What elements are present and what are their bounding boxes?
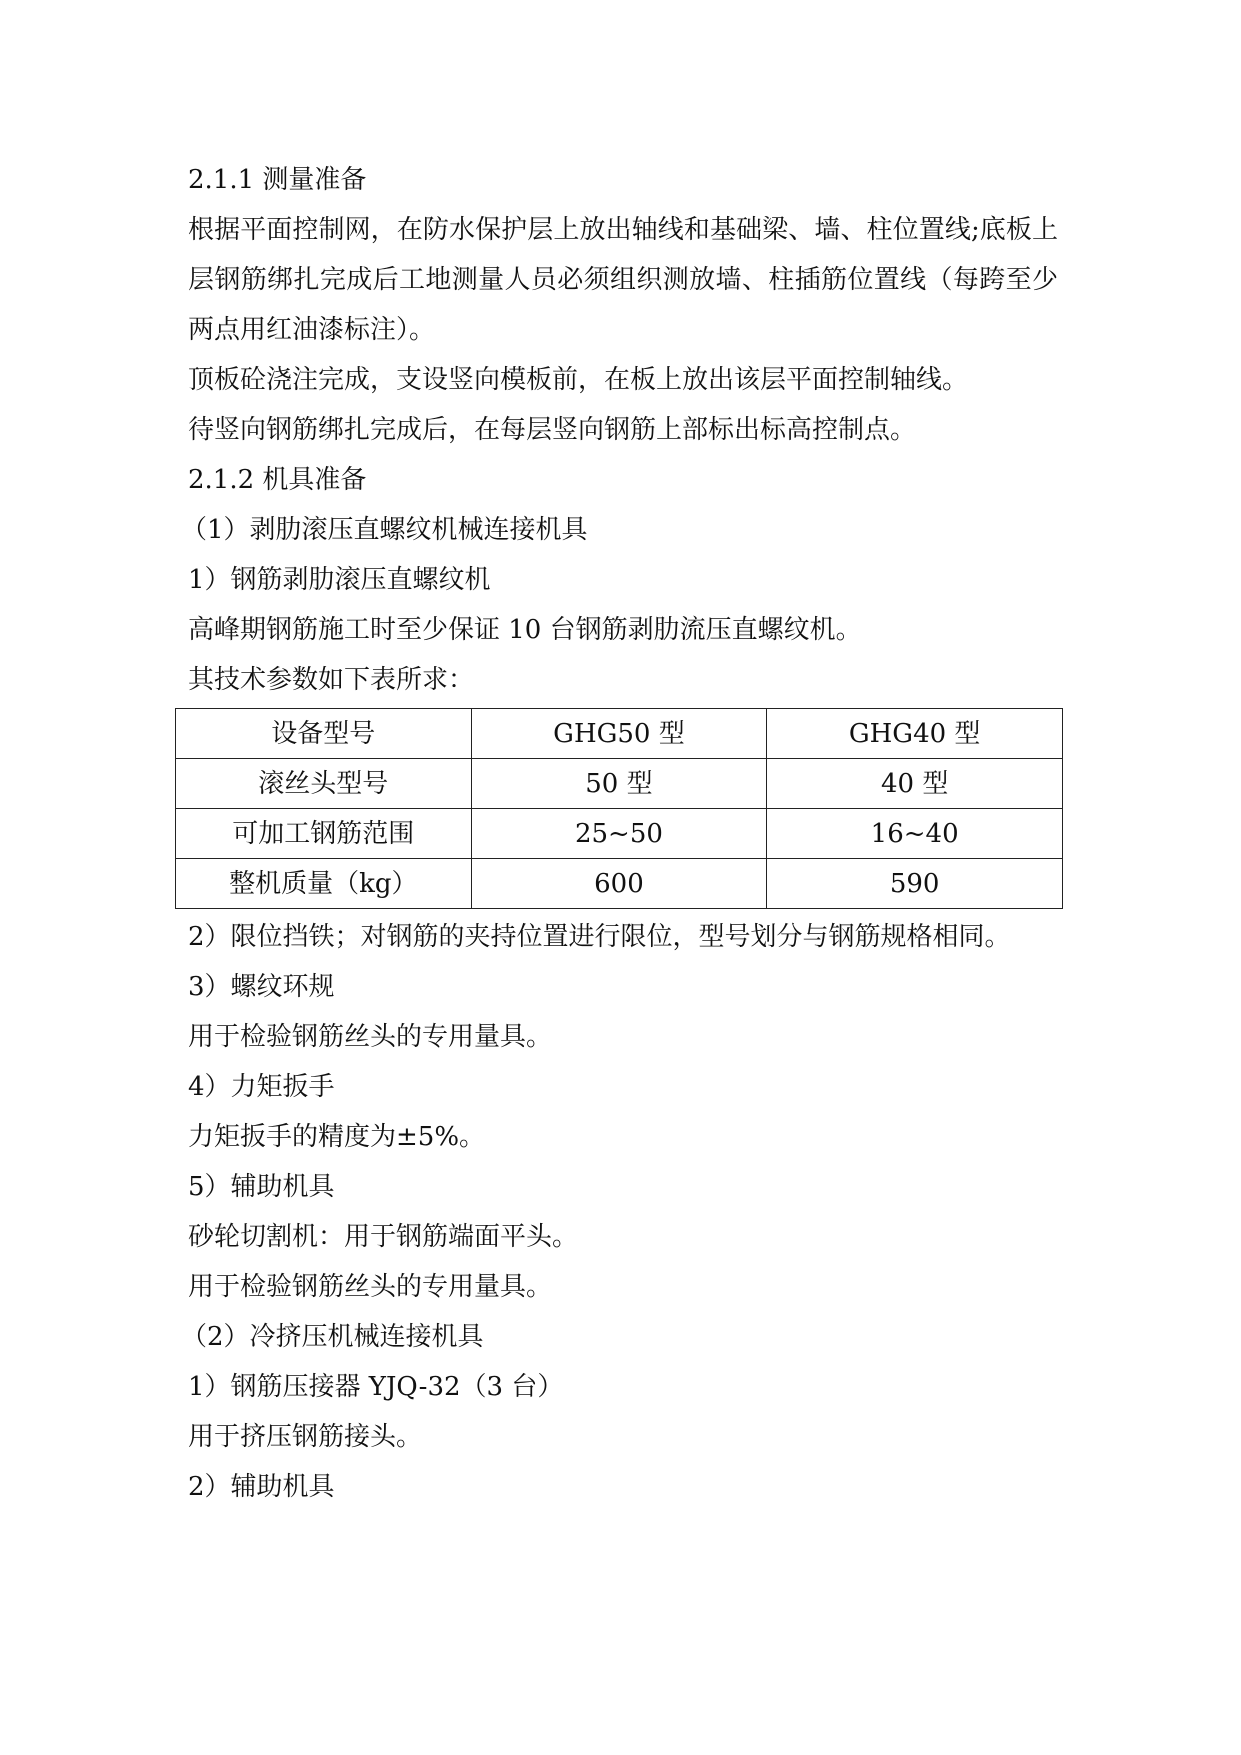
table-cell: 整机质量（kg） [176,859,472,909]
paragraph: （1）剥肋滚压直螺纹机械连接机具 [181,515,588,545]
table-cell: 50 型 [471,759,767,809]
section-heading: 2.1.1 测量准备 [188,165,367,195]
spec-table [175,708,1063,909]
paragraph: 用于挤压钢筋接头。 [188,1422,423,1452]
table-cell: GHG40 型 [767,709,1063,759]
paragraph: 2）辅助机具 [188,1472,335,1502]
table-row [176,759,1063,809]
table-cell: 滚丝头型号 [176,759,472,809]
paragraph: 高峰期钢筋施工时至少保证 10 台钢筋剥肋流压直螺纹机。 [188,615,862,645]
table-cell: 16~40 [767,809,1063,859]
paragraph: 2）限位挡铁；对钢筋的夹持位置进行限位，型号划分与钢筋规格相同。 [188,922,1011,952]
table-row [176,809,1063,859]
paragraph: 4）力矩扳手 [188,1072,335,1102]
paragraph: 待竖向钢筋绑扎完成后，在每层竖向钢筋上部标出标高控制点。 [188,415,917,445]
paragraph: 用于检验钢筋丝头的专用量具。 [188,1022,553,1052]
document-body [181,155,1068,1512]
table-row [176,859,1063,909]
paragraph: 5）辅助机具 [188,1172,335,1202]
paragraph: 砂轮切割机：用于钢筋端面平头。 [188,1222,579,1252]
paragraph: 其技术参数如下表所求： [188,665,475,695]
paragraph: 根据平面控制网，在防水保护层上放出轴线和基础梁、墙、柱位置线;底板上层钢筋绑扎完成后工地测量人员必须组织测放墙、柱插筋位置线（每跨至少两点用红油漆标注）。 [188,215,1058,345]
paragraph: 1）钢筋压接器 YJQ-32（3 台） [188,1372,564,1402]
paragraph: 1）钢筋剥肋滚压直螺纹机 [188,565,491,595]
paragraph: 用于检验钢筋丝头的专用量具。 [188,1272,553,1302]
table-cell: 590 [767,859,1063,909]
paragraph: （2）冷挤压机械连接机具 [181,1322,484,1352]
paragraph: 顶板砼浇注完成，支设竖向模板前，在板上放出该层平面控制轴线。 [188,365,969,395]
table-cell: GHG50 型 [471,709,767,759]
table-cell: 25~50 [471,809,767,859]
table-row [176,709,1063,759]
section-heading: 2.1.2 机具准备 [188,465,367,495]
table-cell: 600 [471,859,767,909]
table-cell: 可加工钢筋范围 [176,809,472,859]
table-cell: 40 型 [767,759,1063,809]
paragraph: 3）螺纹环规 [188,972,335,1002]
paragraph: 力矩扳手的精度为±5%。 [188,1122,486,1152]
table-cell: 设备型号 [176,709,472,759]
